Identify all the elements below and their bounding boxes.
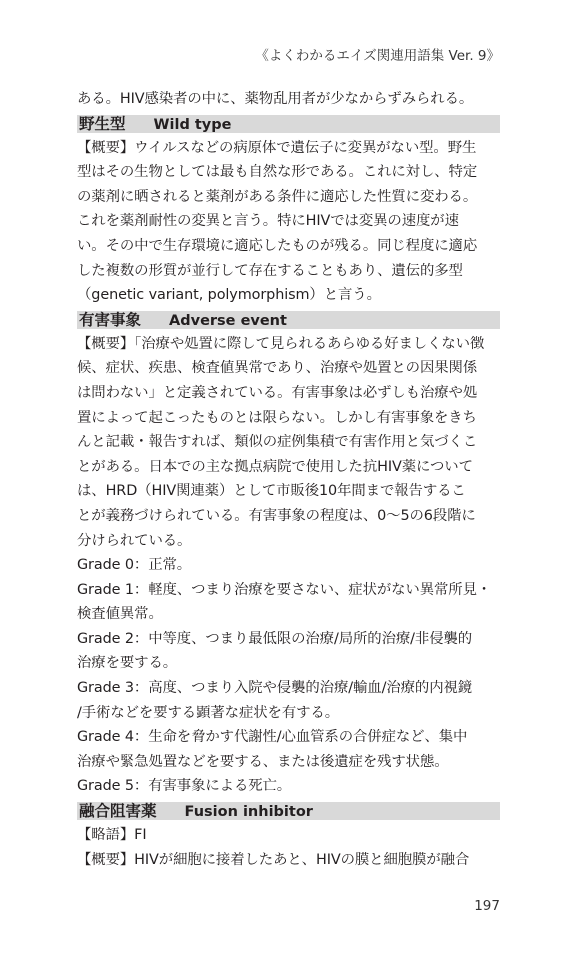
grade-line: 検査値異常。 bbox=[77, 606, 163, 623]
page-number: 197 bbox=[474, 898, 500, 914]
entry-heading-wild-type bbox=[77, 115, 500, 133]
text-line: の薬剤に晒されると薬剤がある条件に適応した性質に変わる。 bbox=[77, 188, 478, 205]
page-body bbox=[77, 87, 500, 872]
text-line: 【概要】HIVが細胞に接着したあと、HIVの膜と細胞膜が融合 bbox=[77, 851, 470, 868]
text-line: とがある。日本での主な拠点病院で使用した抗HIV薬について bbox=[77, 458, 473, 475]
term-japanese: 野生型 bbox=[79, 114, 126, 133]
grade-line: Grade 3：高度、つまり入院や侵襲的治療/輸血/治療的内視鏡 bbox=[77, 680, 473, 697]
text-line: 【概要】「治療や処置に際して見られるあらゆる好ましくない徴 bbox=[77, 335, 485, 352]
grade-line: Grade 0：正常。 bbox=[77, 557, 192, 574]
grade-line: 治療を要する。 bbox=[77, 655, 178, 672]
grade-line: Grade 5：有害事象による死亡。 bbox=[77, 778, 292, 795]
text-line: は、HRD（HIV関連薬）として市販後10年間まで報告するこ bbox=[77, 483, 466, 500]
entry-heading-fusion-inhibitor bbox=[77, 802, 500, 820]
grade-line: /手術などを要する顕著な症状を有する。 bbox=[77, 704, 339, 721]
text-line: 【概要】ウイルスなどの病原体で遺伝子に変異がない型。野生 bbox=[77, 139, 477, 156]
text-line: ある。HIV感染者の中に、薬物乱用者が少なからずみられる。 bbox=[77, 91, 474, 107]
term-english: Adverse event bbox=[169, 312, 287, 329]
entry-heading-adverse-event bbox=[77, 311, 500, 329]
text-line: これを薬剤耐性の変異と言う。特にHIVでは変異の速度が速 bbox=[77, 213, 459, 230]
text-line: 置によって起こったものとは限らない。しかし有害事象をきち bbox=[77, 409, 477, 426]
term-japanese: 融合阻害薬 bbox=[79, 802, 157, 821]
text-line: い。その中で生存環境に適応したものが残る。同じ程度に適応 bbox=[77, 237, 478, 254]
text-line: んと記載・報告すれば、類似の症例集積で有害作用と気づくこ bbox=[77, 434, 478, 451]
text-line: した複数の形質が並行して存在することもあり、遺伝的多型 bbox=[77, 262, 463, 279]
text-line: は問わない」と定義されている。有害事象は必ずしも治療や処 bbox=[77, 384, 478, 401]
text-line: 【略語】FI bbox=[77, 827, 147, 844]
grade-line: Grade 2：中等度、つまり最低限の治療/局所的治療/非侵襲的 bbox=[77, 630, 473, 647]
term-english: Wild type bbox=[153, 116, 232, 133]
text-line: 分けられている。 bbox=[77, 532, 192, 549]
grade-line: Grade 1：軽度、つまり治療を要さない、症状がない異常所見・ bbox=[77, 581, 492, 598]
grade-line: 治療や緊急処置などを要する、または後遺症を残す状態。 bbox=[77, 753, 449, 770]
grade-line: Grade 4：生命を脅かす代謝性/心血管系の合併症など、集中 bbox=[77, 729, 468, 746]
term-english: Fusion inhibitor bbox=[184, 804, 313, 821]
text-line: 型はその生物としては最も自然な形である。これに対し、特定 bbox=[77, 164, 478, 181]
running-header: 《よくわかるエイズ関連用語集 Ver. 9》 bbox=[255, 48, 500, 64]
text-line: （genetic variant, polymorphism）と言う。 bbox=[77, 287, 381, 304]
text-line: とが義務づけられている。有害事象の程度は、0～5の6段階に bbox=[77, 507, 476, 524]
text-line: 候、症状、疾患、検査値異常であり、治療や処置との因果関係 bbox=[77, 360, 478, 377]
term-japanese: 有害事象 bbox=[79, 310, 142, 329]
